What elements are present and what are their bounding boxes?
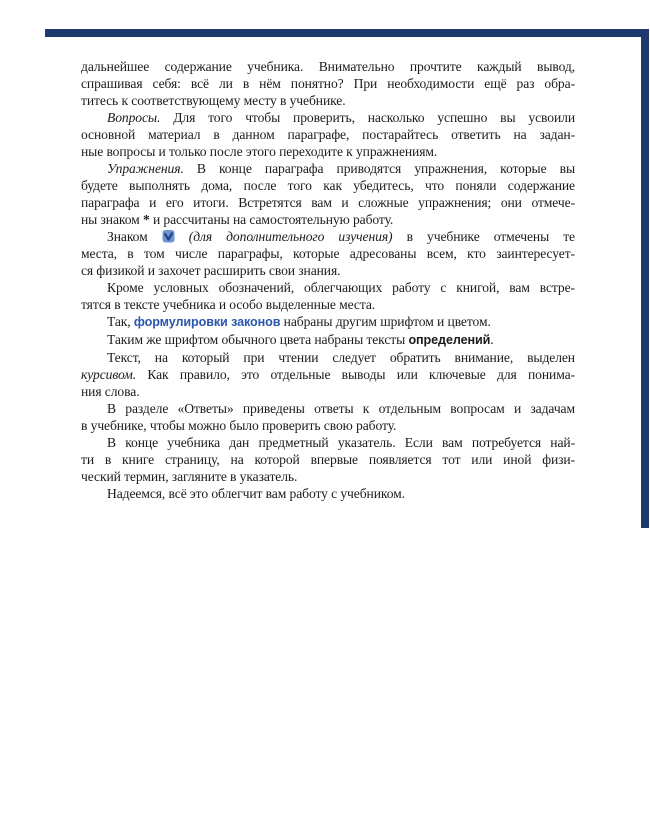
- text-line: [81, 485, 575, 502]
- text-line: [81, 211, 575, 228]
- text-line: [81, 245, 575, 262]
- text-segment: Таким же шрифтом обычного цвета набраны тексты: [107, 332, 409, 347]
- text-segment: формулировки законов: [133, 315, 281, 329]
- text-segment: параграфа и его итоги. Встретятся вам и сложные упражнения; они отмече-: [81, 195, 575, 210]
- text-line: [81, 417, 575, 434]
- text-segment: В разделе «Ответы» приведены ответы к отдельным вопросам и задачам: [107, 401, 575, 416]
- body-text: [81, 58, 575, 502]
- text-line: [81, 296, 575, 313]
- text-segment: будете выполнять дома, после того как убедитесь, что поняли содержание: [81, 178, 575, 193]
- text-line: [81, 75, 575, 92]
- text-segment: определений: [408, 333, 491, 347]
- additional-study-icon: [162, 229, 175, 243]
- text-line: [81, 160, 575, 177]
- text-segment: Надеемся, всё это облегчит вам работу с учебником.: [107, 486, 405, 501]
- text-line: [81, 366, 575, 383]
- text-segment: [175, 229, 189, 244]
- text-segment: Кроме условных обозначений, облегчающих работу с книгой, вам встре-: [107, 280, 575, 295]
- text-segment: курсивом.: [81, 367, 137, 382]
- text-line: [81, 400, 575, 417]
- text-line: [81, 331, 575, 349]
- text-segment: Упражнения.: [107, 161, 184, 176]
- text-line: [81, 126, 575, 143]
- text-line: [81, 58, 575, 75]
- text-line: [81, 349, 575, 366]
- text-line: [81, 143, 575, 160]
- text-line: [81, 383, 575, 400]
- text-segment: ния слова.: [81, 384, 140, 399]
- text-line: [81, 313, 575, 331]
- text-segment: В конце учебника дан предметный указатель. Если вам потребуется най-: [107, 435, 575, 450]
- text-segment: ся физикой и захочет расширить свои знания.: [81, 263, 341, 278]
- text-line: [81, 228, 575, 245]
- text-segment: Текст, на который при чтении следует обратить внимание, выделен: [107, 350, 575, 365]
- text-segment: места, в том числе параграфы, которые адресованы всем, кто заинтересует-: [81, 246, 575, 261]
- text-line: [81, 468, 575, 485]
- text-segment: и рассчитаны на самостоятельную работу.: [149, 212, 394, 227]
- text-segment: Так,: [107, 314, 134, 329]
- text-segment: *: [142, 212, 150, 227]
- text-segment: Знаком: [107, 229, 162, 244]
- text-segment: тятся в тексте учебника и особо выделенные места.: [81, 297, 376, 312]
- text-line: [81, 109, 575, 126]
- text-line: [81, 194, 575, 211]
- text-segment: ны знаком: [81, 212, 143, 227]
- text-segment: .: [490, 332, 494, 347]
- text-segment: в учебнике, чтобы можно было проверить свою работу.: [81, 418, 397, 433]
- text-line: [81, 262, 575, 279]
- text-line: [81, 434, 575, 451]
- text-segment: В конце параграфа приводятся упражнения, которые вы: [183, 161, 575, 176]
- text-segment: титесь к соответствующему месту в учебнике.: [81, 93, 346, 108]
- text-segment: дальнейшее содержание учебника. Внимательно прочтите каждый вывод,: [81, 59, 575, 74]
- text-segment: Как правило, это отдельные выводы или ключевые для понима-: [136, 367, 575, 382]
- text-segment: ти в книге страницу, на которой впервые появляется тот или иной физи-: [81, 452, 575, 467]
- text-segment: основной материал в данном параграфе, постарайтесь ответить на задан-: [81, 127, 575, 142]
- text-segment: в учебнике отмечены те: [392, 229, 575, 244]
- text-line: [81, 92, 575, 109]
- text-segment: Вопросы.: [107, 110, 161, 125]
- page-border-top-rule: [45, 29, 649, 37]
- page-border-right-rule: [641, 29, 649, 528]
- text-segment: спрашивая себя: всё ли в нём понятно? При необходимости ещё раз обра-: [81, 76, 575, 91]
- text-segment: набраны другим шрифтом и цветом.: [280, 314, 491, 329]
- text-line: [81, 279, 575, 296]
- text-line: [81, 451, 575, 468]
- text-line: [81, 177, 575, 194]
- text-segment: ческий термин, загляните в указатель.: [81, 469, 298, 484]
- text-segment: ные вопросы и только после этого переходите к упражнениям.: [81, 144, 438, 159]
- text-segment: (для дополнительного изучения): [188, 229, 393, 244]
- text-segment: Для того чтобы проверить, насколько успешно вы усвоили: [160, 110, 575, 125]
